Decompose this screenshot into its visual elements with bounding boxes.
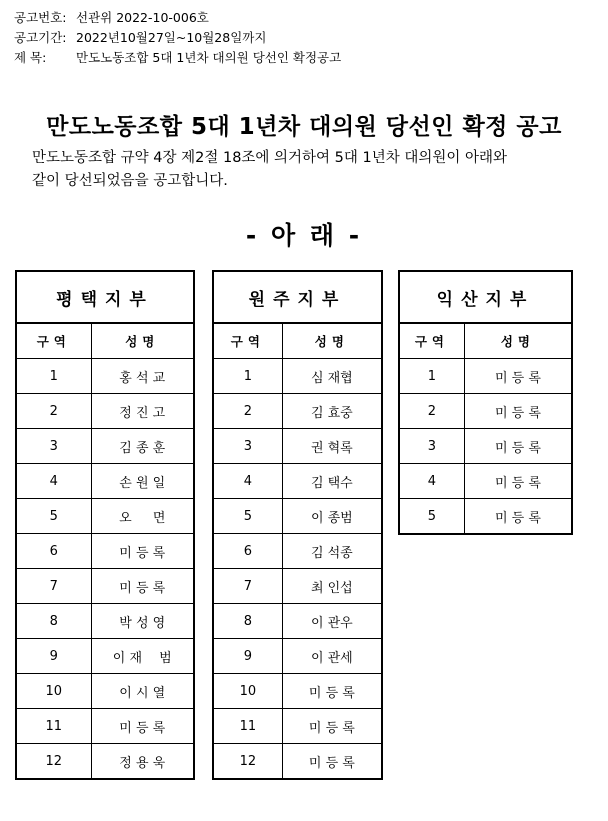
meta-value: 만도노동조합 5대 1년차 대의원 당선인 확정공고: [76, 50, 342, 65]
name-column-header: 성명: [282, 323, 382, 359]
table-row: [213, 674, 382, 709]
document-title: 만도노동조합 5대 1년차 대의원 당선인 확정 공고: [46, 114, 562, 140]
district-cell: 5: [213, 499, 282, 534]
district-cell: 3: [213, 429, 282, 464]
name-column-header: 성명: [91, 323, 194, 359]
district-cell: 9: [213, 639, 282, 674]
table-row: [213, 569, 382, 604]
meta-subject: [14, 48, 341, 68]
name-cell: 김 택수: [282, 464, 382, 499]
table-row: [16, 709, 194, 744]
district-cell: 8: [213, 604, 282, 639]
table-row: [213, 639, 382, 674]
pyeongtaek-branch-table: [15, 270, 195, 780]
name-cell: 이 재 범: [91, 639, 194, 674]
district-cell: 7: [16, 569, 91, 604]
name-cell: 미 등 록: [282, 674, 382, 709]
branch-title: 익산지부: [399, 271, 572, 323]
notice-meta: [14, 8, 341, 68]
table-row: [16, 744, 194, 780]
name-cell: 미 등 록: [282, 744, 382, 780]
name-cell: 정 진 고: [91, 394, 194, 429]
table-row: [213, 604, 382, 639]
district-cell: 6: [16, 534, 91, 569]
table-row: [16, 639, 194, 674]
district-column-header: 구역: [399, 323, 464, 359]
table-row: [16, 429, 194, 464]
name-cell: 김 효중: [282, 394, 382, 429]
name-cell: 김 석종: [282, 534, 382, 569]
meta-label: 공고번호:: [14, 10, 67, 25]
district-cell: 12: [16, 744, 91, 780]
district-cell: 3: [16, 429, 91, 464]
branch-title: 원주지부: [213, 271, 382, 323]
table-row: [213, 534, 382, 569]
name-cell: 최 인섭: [282, 569, 382, 604]
name-cell: 미 등 록: [91, 569, 194, 604]
meta-notice-period: [14, 28, 341, 48]
table-row: [399, 359, 572, 394]
district-cell: 1: [213, 359, 282, 394]
table-row: [213, 709, 382, 744]
table-row: [16, 674, 194, 709]
district-cell: 2: [16, 394, 91, 429]
district-cell: 10: [213, 674, 282, 709]
table-header-row: [16, 323, 194, 359]
district-cell: 7: [213, 569, 282, 604]
table-row: [16, 499, 194, 534]
wonju-branch-table: [212, 270, 383, 780]
name-cell: 손 원 일: [91, 464, 194, 499]
body-line: 만도노동조합 규약 4장 제2절 18조에 의거하여 5대 1년차 대의원이 아래와: [32, 150, 508, 166]
table-row: [399, 394, 572, 429]
name-cell: 이 종범: [282, 499, 382, 534]
table-row: [16, 569, 194, 604]
body-line: 같이 당선되었음을 공고합니다.: [32, 173, 228, 189]
district-cell: 11: [16, 709, 91, 744]
district-cell: 4: [399, 464, 464, 499]
district-cell: 9: [16, 639, 91, 674]
table-row: [16, 604, 194, 639]
district-cell: 11: [213, 709, 282, 744]
table-row: [213, 464, 382, 499]
table-row: [399, 429, 572, 464]
table-row: [213, 359, 382, 394]
name-cell: 미 등 록: [464, 429, 572, 464]
district-cell: 1: [399, 359, 464, 394]
table-row: [399, 464, 572, 499]
district-cell: 4: [213, 464, 282, 499]
branch-title-row: [399, 271, 572, 323]
name-cell: 미 등 록: [464, 359, 572, 394]
name-cell: 미 등 록: [91, 534, 194, 569]
name-cell: 권 혁록: [282, 429, 382, 464]
meta-value: 2022년10월27일~10월28일까지: [76, 30, 267, 45]
district-cell: 1: [16, 359, 91, 394]
below-heading: - 아 래 -: [245, 221, 363, 250]
table-row: [16, 394, 194, 429]
district-cell: 2: [399, 394, 464, 429]
iksan-branch-table: [398, 270, 573, 535]
meta-label: 공고기간:: [14, 30, 67, 45]
name-cell: 박 성 영: [91, 604, 194, 639]
meta-label: 제 목:: [14, 50, 47, 65]
district-column-header: 구역: [16, 323, 91, 359]
table-row: [213, 499, 382, 534]
name-cell: 미 등 록: [464, 464, 572, 499]
district-cell: 12: [213, 744, 282, 780]
branch-title-row: [213, 271, 382, 323]
table-row: [213, 394, 382, 429]
name-cell: 정 용 욱: [91, 744, 194, 780]
district-column-header: 구역: [213, 323, 282, 359]
name-cell: 김 종 훈: [91, 429, 194, 464]
district-cell: 4: [16, 464, 91, 499]
branch-title: 평택지부: [16, 271, 194, 323]
district-cell: 5: [16, 499, 91, 534]
district-cell: 3: [399, 429, 464, 464]
table-row: [399, 499, 572, 535]
name-cell: 미 등 록: [91, 709, 194, 744]
district-cell: 10: [16, 674, 91, 709]
district-cell: 5: [399, 499, 464, 535]
name-cell: 미 등 록: [464, 394, 572, 429]
table-header-row: [399, 323, 572, 359]
name-cell: 오 면: [91, 499, 194, 534]
meta-notice-number: [14, 8, 341, 28]
name-cell: 이 시 열: [91, 674, 194, 709]
table-row: [213, 429, 382, 464]
name-column-header: 성명: [464, 323, 572, 359]
name-cell: 이 관세: [282, 639, 382, 674]
announcement-body: [32, 147, 592, 193]
branch-title-row: [16, 271, 194, 323]
district-cell: 6: [213, 534, 282, 569]
table-row: [16, 464, 194, 499]
meta-value: 선관위 2022-10-006호: [76, 10, 209, 25]
district-cell: 8: [16, 604, 91, 639]
table-row: [16, 534, 194, 569]
name-cell: 심 재협: [282, 359, 382, 394]
name-cell: 이 관우: [282, 604, 382, 639]
name-cell: 홍 석 교: [91, 359, 194, 394]
table-row: [16, 359, 194, 394]
district-cell: 2: [213, 394, 282, 429]
table-row: [213, 744, 382, 780]
name-cell: 미 등 록: [464, 499, 572, 535]
name-cell: 미 등 록: [282, 709, 382, 744]
table-header-row: [213, 323, 382, 359]
